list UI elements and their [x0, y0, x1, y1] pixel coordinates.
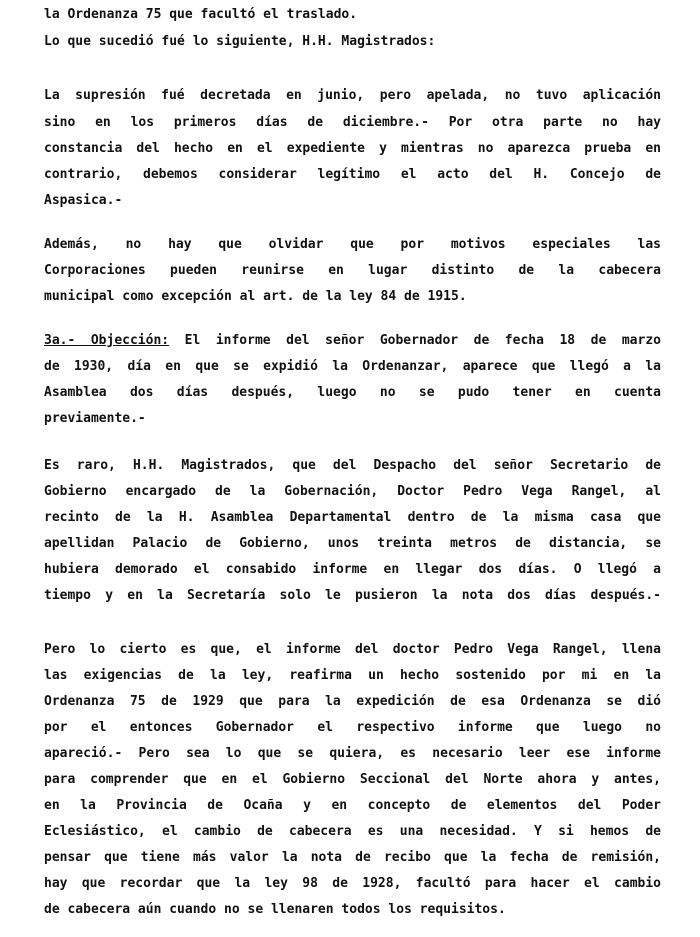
text-line: las exigencias de la ley, reafirma un hecho sostenido por mi en la [44, 668, 661, 683]
text-line: Asamblea dos días después, luego no se pudo tener en cuenta [44, 385, 661, 400]
text-line [44, 328, 661, 354]
text-line: hubiera demorado el consabido informe en llegar dos días. O llegó a [44, 562, 661, 577]
text-line: en la Provincia de Ocaña y en concepto de elementos del Poder [44, 798, 661, 813]
text-line: constancia del hecho en el expediente y mientras no aparezca prueba en [44, 141, 661, 156]
text-line: de cabecera aún cuando no se llenaren todos los requisitos. [44, 902, 506, 917]
text-line: Eclesiástico, el cambio de cabecera es una necesidad. Y si hemos de [44, 824, 661, 839]
text-line: Pero lo cierto es que, el informe del doctor Pedro Vega Rangel, llena [44, 642, 661, 657]
text-line: pensar que tiene más valor la nota de recibo que la fecha de remisión, [44, 850, 661, 865]
text-line: Gobierno encargado de la Gobernación, Doctor Pedro Vega Rangel, al [44, 484, 661, 499]
text-line: de 1930, día en que se expidió la Ordenanzar, aparece que llegó a la [44, 359, 661, 374]
text-line: previamente.- [44, 411, 146, 426]
text-line: contrario, debemos considerar legítimo el acto del H. Concejo de [44, 167, 661, 182]
text-line: por el entonces Gobernador el respectivo informe que luego no [44, 720, 661, 735]
text-line: apellidan Palacio de Gobierno, unos treinta metros de distancia, se [44, 536, 661, 551]
text-line: sino en los primeros días de diciembre.- Por otra parte no hay [44, 115, 661, 130]
text-line: Además, no hay que olvidar que por motivos especiales las [44, 237, 661, 252]
text-line: la Ordenanza 75 que facultó el traslado. [44, 7, 358, 22]
text-segment: El informe del señor Gobernador de fecha 18 de marzo [169, 333, 661, 348]
text-line: Aspasica.- [44, 193, 123, 208]
text-line: hay que recordar que la ley 98 de 1928, facultó para hacer el cambio [44, 876, 661, 891]
text-line: para comprender que en el Gobierno Seccional del Norte ahora y antes, [44, 772, 661, 787]
text-line: apareció.- Pero sea lo que se quiera, es necesario leer ese informe [44, 746, 661, 761]
text-line: La supresión fué decretada en junio, pero apelada, no tuvo aplicación [44, 88, 661, 103]
text-line: recinto de la H. Asamblea Departamental dentro de la misma casa que [44, 510, 661, 525]
text-line: Lo que sucedió fué lo siguiente, H.H. Magistrados: [44, 34, 436, 49]
objection-heading: 3a.- Objección: [44, 333, 170, 348]
text-line: tiempo y en la Secretaría solo le pusieron la nota dos días después.- [44, 588, 661, 603]
text-line: municipal como excepción al art. de la ley 84 de 1915. [44, 289, 467, 304]
text-line: Ordenanza 75 de 1929 que para la expedición de esa Ordenanza se dió [44, 694, 661, 709]
text-line: Es raro, H.H. Magistrados, que del Despacho del señor Secretario de [44, 458, 661, 473]
text-line: Corporaciones pueden reunirse en lugar distinto de la cabecera [44, 263, 661, 278]
